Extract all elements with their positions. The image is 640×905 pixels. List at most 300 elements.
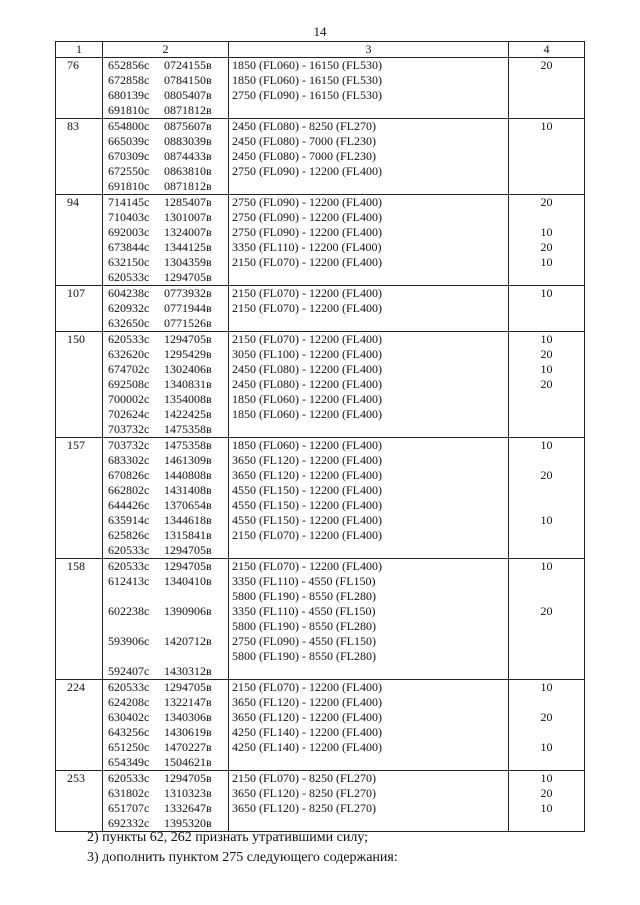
- altitude-range: 5800 (FL190) - 8550 (FL280): [232, 649, 376, 663]
- altitude-range: [232, 816, 508, 831]
- altitude-range: 3350 (FL110) - 4550 (FL150): [232, 574, 376, 588]
- longitude: 1315841в: [164, 528, 212, 542]
- latitude: 692508с: [108, 377, 150, 391]
- coordinate-line: [108, 816, 228, 831]
- longitude: 1475358в: [164, 438, 212, 452]
- altitude-range: 3650 (FL120) - 12200 (FL400): [232, 695, 382, 709]
- value: 20: [540, 347, 553, 361]
- coordinate-line: [108, 270, 228, 285]
- coordinate-line: [108, 164, 228, 179]
- table-row: [56, 286, 585, 332]
- altitudes-cell: [229, 119, 509, 195]
- value: 10: [540, 438, 553, 452]
- longitude: 1344125в: [164, 240, 212, 254]
- coordinates-cell: [103, 332, 229, 438]
- latitude: 620533с: [108, 543, 150, 557]
- value: 20: [540, 710, 553, 724]
- route-number: 158: [56, 559, 103, 680]
- value: 10: [540, 801, 553, 815]
- table-row: [56, 58, 585, 119]
- latitude: 714145с: [108, 195, 150, 209]
- altitude-range: [232, 664, 508, 679]
- value: 20: [540, 786, 553, 800]
- value: [509, 407, 584, 422]
- coordinate-line: [108, 740, 228, 755]
- longitude: 1395320в: [164, 816, 212, 830]
- longitude: 1295429в: [164, 347, 212, 361]
- coordinate-line: [108, 468, 228, 483]
- table-row: [56, 119, 585, 195]
- longitude: 0784150в: [164, 73, 212, 87]
- latitude: 692332с: [108, 816, 150, 830]
- column-header: 4: [509, 42, 585, 58]
- latitude: 635914с: [108, 513, 150, 527]
- coordinate-line: [108, 755, 228, 770]
- coordinate-line: [108, 392, 228, 407]
- coordinates-cell: [103, 438, 229, 559]
- altitude-range: 2150 (FL070) - 12200 (FL400): [232, 286, 382, 300]
- longitude: 1354008в: [164, 392, 212, 406]
- coordinate-line: [108, 801, 228, 816]
- table-row: [56, 771, 585, 832]
- coordinate-line: [108, 225, 228, 240]
- longitude: 1285407в: [164, 195, 212, 209]
- altitude-range: 2750 (FL090) - 12200 (FL400): [232, 225, 382, 239]
- altitude-range: 1850 (FL060) - 12200 (FL400): [232, 392, 382, 406]
- longitude: 1504621в: [164, 755, 212, 769]
- latitude: 620533с: [108, 559, 150, 573]
- longitude: 1302406в: [164, 362, 212, 376]
- latitude: 683302с: [108, 453, 150, 467]
- altitude-range: 1850 (FL060) - 16150 (FL530): [232, 73, 382, 87]
- altitudes-cell: [229, 286, 509, 332]
- longitude: 1294705в: [164, 559, 212, 573]
- longitude: 0874433в: [164, 149, 212, 163]
- value: 10: [540, 332, 553, 346]
- value: [509, 316, 584, 331]
- coordinate-line: [108, 498, 228, 513]
- altitude-range: 4550 (FL150) - 12200 (FL400): [232, 483, 382, 497]
- latitude: 592407с: [108, 664, 150, 678]
- latitude: 624208с: [108, 695, 150, 709]
- longitude: 1430619в: [164, 725, 212, 739]
- latitude: 630402с: [108, 710, 150, 724]
- latitude: 654800с: [108, 119, 150, 133]
- value: 10: [540, 286, 553, 300]
- altitude-range: 2150 (FL070) - 12200 (FL400): [232, 301, 382, 315]
- altitude-range: 3650 (FL120) - 12200 (FL400): [232, 468, 382, 482]
- coordinate-line: [108, 134, 228, 149]
- latitude: 620533с: [108, 332, 150, 346]
- value: [509, 73, 584, 88]
- table-row: [56, 559, 585, 680]
- longitude: 0883039в: [164, 134, 212, 148]
- altitudes-cell: [229, 771, 509, 832]
- altitude-range: 3650 (FL120) - 8250 (FL270): [232, 801, 376, 815]
- route-number: 94: [56, 195, 103, 286]
- altitudes-cell: [229, 58, 509, 119]
- longitude: 0724155в: [164, 58, 212, 72]
- coordinate-line: [108, 680, 228, 695]
- latitude: 673844с: [108, 240, 150, 254]
- altitude-range: 2750 (FL090) - 12200 (FL400): [232, 210, 382, 224]
- value: [509, 755, 584, 770]
- value: [509, 301, 584, 316]
- altitude-range: 2150 (FL070) - 12200 (FL400): [232, 559, 382, 573]
- coordinate-line: [108, 634, 228, 649]
- coordinate-line: [108, 195, 228, 210]
- altitudes-cell: [229, 332, 509, 438]
- route-number: 150: [56, 332, 103, 438]
- value: [509, 649, 584, 664]
- coordinate-line: [108, 786, 228, 801]
- altitude-range: 2450 (FL080) - 7000 (FL230): [232, 134, 376, 148]
- longitude: 1430312в: [164, 664, 212, 678]
- altitude-range: 2750 (FL090) - 12200 (FL400): [232, 164, 382, 178]
- route-number: 83: [56, 119, 103, 195]
- latitude: 654349с: [108, 755, 150, 769]
- value: [509, 695, 584, 710]
- coordinate-line: [108, 103, 228, 118]
- latitude: 680139с: [108, 88, 150, 102]
- altitude-range: 1850 (FL060) - 12200 (FL400): [232, 438, 382, 452]
- altitude-range: 2150 (FL070) - 12200 (FL400): [232, 528, 382, 542]
- coordinate-line: [108, 286, 228, 301]
- altitude-range: 4250 (FL140) - 12200 (FL400): [232, 725, 382, 739]
- page-number: 14: [313, 24, 327, 39]
- coordinate-line: [108, 88, 228, 103]
- longitude: 1440808в: [164, 468, 212, 482]
- coordinate-line: [108, 771, 228, 786]
- value: 20: [540, 58, 553, 72]
- longitude: 1431408в: [164, 483, 212, 497]
- altitude-range: 2450 (FL080) - 8250 (FL270): [232, 119, 376, 133]
- route-table: [55, 41, 585, 832]
- latitude: 672550с: [108, 164, 150, 178]
- altitude-range: [232, 316, 508, 331]
- value: [509, 453, 584, 468]
- coordinate-line: [108, 664, 228, 679]
- coordinate-line: [108, 604, 228, 619]
- longitude: 0805407в: [164, 88, 212, 102]
- values-cell: [509, 771, 585, 832]
- coordinate-line: [108, 483, 228, 498]
- longitude: 1322147в: [164, 695, 212, 709]
- longitude: 1344618в: [164, 513, 212, 527]
- coordinate-line: [108, 574, 228, 589]
- table-header-row: [56, 42, 585, 58]
- coordinate-line: [108, 58, 228, 73]
- latitude: 665039с: [108, 134, 150, 148]
- altitude-range: 2450 (FL080) - 12200 (FL400): [232, 362, 382, 376]
- value: 10: [540, 255, 553, 269]
- value: 10: [540, 362, 553, 376]
- value: [509, 210, 584, 225]
- latitude: 620533с: [108, 771, 150, 785]
- longitude: 0875607в: [164, 119, 212, 133]
- altitude-range: [232, 755, 508, 770]
- coordinate-line: [108, 362, 228, 377]
- longitude: 1294705в: [164, 332, 212, 346]
- latitude: 703732с: [108, 422, 150, 436]
- value: 10: [540, 680, 553, 694]
- altitude-range: [232, 422, 508, 437]
- coordinate-line: [108, 649, 228, 664]
- longitude: 1294705в: [164, 543, 212, 557]
- value: [509, 422, 584, 437]
- coordinate-line: [108, 513, 228, 528]
- altitude-range: [232, 179, 508, 194]
- value: 20: [540, 195, 553, 209]
- latitude: 651250с: [108, 740, 150, 754]
- table-body: [56, 58, 585, 832]
- latitude: 620533с: [108, 270, 150, 284]
- latitude: 691810с: [108, 103, 150, 117]
- coordinate-line: [108, 301, 228, 316]
- value: [509, 589, 584, 604]
- altitude-range: 1850 (FL060) - 16150 (FL530): [232, 58, 382, 72]
- latitude: 692003с: [108, 225, 150, 239]
- altitude-range: 2150 (FL070) - 8250 (FL270): [232, 771, 376, 785]
- value: [509, 483, 584, 498]
- value: [509, 664, 584, 679]
- latitude: 632620с: [108, 347, 150, 361]
- value: [509, 164, 584, 179]
- altitude-range: 4550 (FL150) - 12200 (FL400): [232, 498, 382, 512]
- route-number: 157: [56, 438, 103, 559]
- coordinates-cell: [103, 680, 229, 771]
- value: [509, 543, 584, 558]
- altitude-range: [232, 103, 508, 118]
- values-cell: [509, 58, 585, 119]
- coordinate-line: [108, 422, 228, 437]
- longitude: 1294705в: [164, 680, 212, 694]
- latitude: 670826с: [108, 468, 150, 482]
- altitudes-cell: [229, 559, 509, 680]
- route-number: 107: [56, 286, 103, 332]
- table-row: [56, 680, 585, 771]
- altitude-range: 2450 (FL080) - 7000 (FL230): [232, 149, 376, 163]
- latitude: 604238с: [108, 286, 150, 300]
- values-cell: [509, 286, 585, 332]
- latitude: 620932с: [108, 301, 150, 315]
- value: 20: [540, 377, 553, 391]
- footer-line-2: 3) дополнить пунктом 275 следующего содержания:: [87, 850, 398, 865]
- latitude: 674702с: [108, 362, 150, 376]
- coordinate-line: [108, 347, 228, 362]
- altitude-range: 2750 (FL090) - 16150 (FL530): [232, 88, 382, 102]
- values-cell: [509, 680, 585, 771]
- longitude: 1294705в: [164, 771, 212, 785]
- table-row: [56, 332, 585, 438]
- value: [509, 528, 584, 543]
- longitude: 0771526в: [164, 316, 212, 330]
- footer-line-1: 2) пункты 62, 262 признать утратившими силу;: [87, 830, 369, 845]
- coordinate-line: [108, 332, 228, 347]
- altitude-range: 3350 (FL110) - 4550 (FL150): [232, 604, 376, 618]
- coordinate-line: [108, 695, 228, 710]
- coordinates-cell: [103, 58, 229, 119]
- table-row: [56, 195, 585, 286]
- latitude: 652856с: [108, 58, 150, 72]
- value: 10: [540, 119, 553, 133]
- value: [509, 634, 584, 649]
- altitude-range: 2150 (FL070) - 12200 (FL400): [232, 332, 382, 346]
- coordinate-line: [108, 377, 228, 392]
- latitude: 632650с: [108, 316, 150, 330]
- altitudes-cell: [229, 680, 509, 771]
- longitude: 1304359в: [164, 255, 212, 269]
- value: 20: [540, 240, 553, 254]
- coordinate-line: [108, 528, 228, 543]
- longitude: 0771944в: [164, 301, 212, 315]
- longitude: 0871812в: [164, 103, 212, 117]
- coordinate-line: [108, 589, 228, 604]
- values-cell: [509, 195, 585, 286]
- route-number: 253: [56, 771, 103, 832]
- coordinate-line: [108, 725, 228, 740]
- altitude-range: 3650 (FL120) - 12200 (FL400): [232, 710, 382, 724]
- value: [509, 725, 584, 740]
- altitudes-cell: [229, 438, 509, 559]
- altitude-range: 4550 (FL150) - 12200 (FL400): [232, 513, 382, 527]
- latitude: 691810с: [108, 179, 150, 193]
- altitude-range: 4250 (FL140) - 12200 (FL400): [232, 740, 382, 754]
- altitude-range: [232, 543, 508, 558]
- latitude: 631802с: [108, 786, 150, 800]
- latitude: 651707с: [108, 801, 150, 815]
- value: [509, 88, 584, 103]
- latitude: 602238с: [108, 604, 150, 618]
- coordinate-line: [108, 559, 228, 574]
- value: [509, 574, 584, 589]
- longitude: 0863810в: [164, 164, 212, 178]
- longitude: 0871812в: [164, 179, 212, 193]
- coordinate-line: [108, 407, 228, 422]
- route-number: 224: [56, 680, 103, 771]
- coordinates-cell: [103, 119, 229, 195]
- value: [509, 816, 584, 831]
- coordinates-cell: [103, 559, 229, 680]
- longitude: 1390906в: [164, 604, 212, 618]
- latitude: 632150с: [108, 255, 150, 269]
- longitude: 1422425в: [164, 407, 212, 421]
- latitude: 643256с: [108, 725, 150, 739]
- value: 10: [540, 771, 553, 785]
- value: 10: [540, 225, 553, 239]
- longitude: 1324007в: [164, 225, 212, 239]
- values-cell: [509, 559, 585, 680]
- longitude: 1310323в: [164, 786, 212, 800]
- longitude: 1420712в: [164, 634, 212, 648]
- value: 10: [540, 513, 553, 527]
- altitude-range: 2150 (FL070) - 12200 (FL400): [232, 255, 382, 269]
- value: [509, 392, 584, 407]
- value: 10: [540, 740, 553, 754]
- value: [509, 179, 584, 194]
- value: 20: [540, 468, 553, 482]
- coordinate-line: [108, 710, 228, 725]
- column-header: 2: [103, 42, 229, 58]
- altitude-range: 3050 (FL100) - 12200 (FL400): [232, 347, 382, 361]
- coordinate-line: [108, 453, 228, 468]
- coordinate-line: [108, 210, 228, 225]
- latitude: 700002с: [108, 392, 150, 406]
- latitude: 670309с: [108, 149, 150, 163]
- longitude: 1332647в: [164, 801, 212, 815]
- table-row: [56, 438, 585, 559]
- latitude: 702624с: [108, 407, 150, 421]
- altitude-range: 2750 (FL090) - 12200 (FL400): [232, 195, 382, 209]
- latitude: 710403с: [108, 210, 150, 224]
- coordinates-cell: [103, 286, 229, 332]
- latitude: 612413с: [108, 574, 150, 588]
- value: [509, 270, 584, 285]
- values-cell: [509, 119, 585, 195]
- coordinate-line: [108, 438, 228, 453]
- latitude: 672858с: [108, 73, 150, 87]
- coordinate-line: [108, 119, 228, 134]
- altitude-range: 2450 (FL080) - 12200 (FL400): [232, 377, 382, 391]
- altitude-range: 1850 (FL060) - 12200 (FL400): [232, 407, 382, 421]
- value: [509, 149, 584, 164]
- longitude: 1475358в: [164, 422, 212, 436]
- column-header: 1: [56, 42, 103, 58]
- altitude-range: [232, 270, 508, 285]
- coordinates-cell: [103, 195, 229, 286]
- values-cell: [509, 438, 585, 559]
- longitude: 1340831в: [164, 377, 212, 391]
- longitude: 1301007в: [164, 210, 212, 224]
- coordinate-line: [108, 179, 228, 194]
- latitude: 620533с: [108, 680, 150, 694]
- latitude: 593906с: [108, 634, 150, 648]
- latitude: 662802с: [108, 483, 150, 497]
- longitude: 0773932в: [164, 286, 212, 300]
- route-number: 76: [56, 58, 103, 119]
- longitude: 1294705в: [164, 270, 212, 284]
- longitude: 1470227в: [164, 740, 212, 754]
- altitudes-cell: [229, 195, 509, 286]
- longitude: 1370654в: [164, 498, 212, 512]
- altitude-range: 2750 (FL090) - 4550 (FL150): [232, 634, 376, 648]
- coordinate-line: [108, 316, 228, 331]
- value: [509, 103, 584, 118]
- latitude: 625826с: [108, 528, 150, 542]
- value: [509, 134, 584, 149]
- value: [509, 498, 584, 513]
- altitude-range: 3650 (FL120) - 12200 (FL400): [232, 453, 382, 467]
- longitude: 1461309в: [164, 453, 212, 467]
- coordinate-line: [108, 619, 228, 634]
- value: 10: [540, 559, 553, 573]
- latitude: 703732с: [108, 438, 150, 452]
- altitude-range: 2150 (FL070) - 12200 (FL400): [232, 680, 382, 694]
- values-cell: [509, 332, 585, 438]
- altitude-range: 3350 (FL110) - 12200 (FL400): [232, 240, 382, 254]
- value: [509, 619, 584, 634]
- column-header: 3: [229, 42, 509, 58]
- coordinates-cell: [103, 771, 229, 832]
- altitude-range: 3650 (FL120) - 8250 (FL270): [232, 786, 376, 800]
- longitude: 1340306в: [164, 710, 212, 724]
- coordinate-line: [108, 255, 228, 270]
- altitude-range: 5800 (FL190) - 8550 (FL280): [232, 589, 376, 603]
- coordinate-line: [108, 73, 228, 88]
- coordinate-line: [108, 240, 228, 255]
- latitude: 644426с: [108, 498, 150, 512]
- coordinate-line: [108, 543, 228, 558]
